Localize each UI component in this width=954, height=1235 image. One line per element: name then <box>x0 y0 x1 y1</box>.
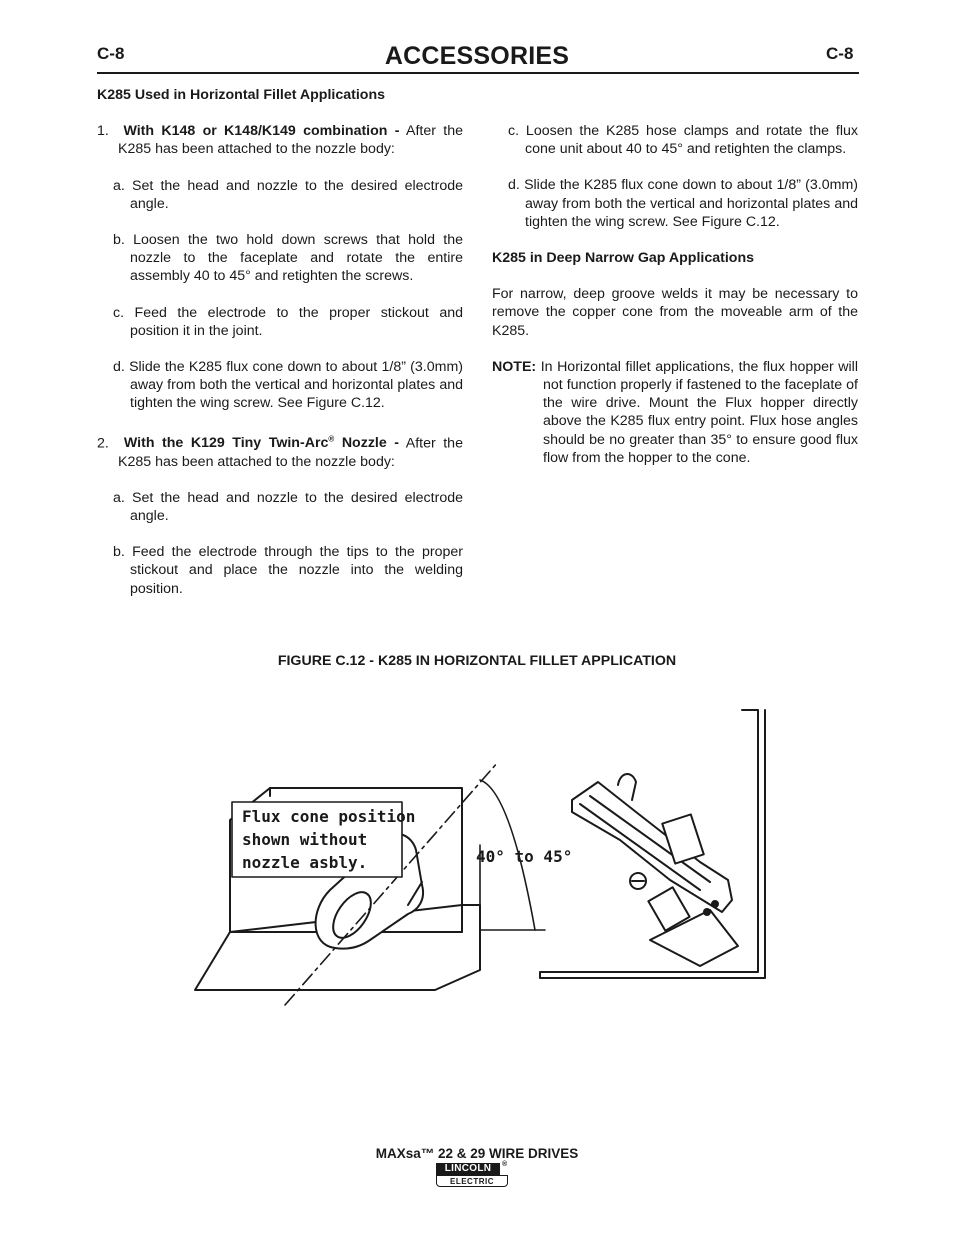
list-item-1c: c. Feed the electrode to the proper stickout and position it in the joint. <box>113 304 463 339</box>
item-1-bold-label: With K148 or K148/K149 combination - <box>123 123 400 140</box>
list-item-1b: b. Loosen the two hold down screws that hold the nozzle to the faceplate and rotate the entire assembly 40 to 45° and retighten the screws. <box>113 232 463 285</box>
section-heading-deep-gap: K285 in Deep Narrow Gap Applications <box>492 250 755 267</box>
deep-gap-paragraph: For narrow, deep groove welds it may be necessary to remove the copper cone from the moveable arm of the K285. <box>492 286 858 339</box>
figure-label-line-3: nozzle asbly. <box>242 853 368 872</box>
angle-label: 40° to 45° <box>476 847 573 866</box>
note-paragraph <box>492 358 858 467</box>
list-item-2b: b. Feed the electrode through the tips to the proper stickout and place the nozzle into the welding position. <box>113 544 463 597</box>
item-1-text: After the K285 has been attached to the nozzle body: <box>118 123 463 158</box>
page-number-right: C-8 <box>826 44 854 63</box>
list-item-2 <box>97 431 463 471</box>
item-2-text: After the K285 has been attached to the nozzle body: <box>118 435 463 470</box>
list-item-1a: a. Set the head and nozzle to the desired electrode angle. <box>113 177 463 212</box>
figure-c12-illustration <box>180 700 780 1010</box>
figure-label-line-1: Flux cone position <box>242 807 416 826</box>
logo-top-text: LINCOLN <box>436 1163 500 1175</box>
figure-label-line-2: shown without <box>242 830 368 849</box>
footer-product-name: MAXsa™ 22 & 29 WIRE DRIVES <box>375 1146 579 1161</box>
section-heading-horizontal-fillet: K285 Used in Horizontal Fillet Applications <box>97 87 385 103</box>
figure-caption: FIGURE C.12 - K285 IN HORIZONTAL FILLET APPLICATION <box>277 653 677 669</box>
right-column <box>492 122 858 485</box>
logo-bottom-text: ELECTRIC <box>436 1175 508 1187</box>
fastener-1 <box>712 901 718 907</box>
list-item-d-right: d. Slide the K285 flux cone down to about 1/8” (3.0mm) away from both the vertical and horizontal plates and tighten the wing screw. See Figure C.12. <box>508 177 858 230</box>
page-title: ACCESSORIES <box>384 42 570 70</box>
item-2-bold-label <box>124 435 399 451</box>
list-item-1 <box>97 122 463 158</box>
list-item-2a: a. Set the head and nozzle to the desired electrode angle. <box>113 489 463 524</box>
note-text: In Horizontal fillet applications, the flux hopper will not function properly if fastened to the faceplate of the wire drive. Mount the Flux hopper directly above the K285 flux entry point. Flux hose angles should be no greater than 35° to ensure good flux flow from the hopper to the cone. <box>540 358 858 466</box>
item-1-number: 1. <box>97 123 109 140</box>
item-2-number: 2. <box>97 435 109 452</box>
lincoln-electric-logo <box>436 1163 510 1189</box>
list-item-c-right: c. Loosen the K285 hose clamps and rotate the flux cone unit about 40 to 45° and retighten the clamps. <box>508 123 858 158</box>
registered-mark: ® <box>328 434 335 444</box>
header-rule <box>97 72 859 74</box>
logo-registered: ® <box>502 1161 508 1168</box>
page-number-left: C-8 <box>97 44 125 63</box>
item-2-bold-text: With the K129 Tiny Twin-Arc <box>123 435 329 452</box>
item-2-bold-text-2: Nozzle - <box>341 435 399 452</box>
note-label: NOTE: <box>492 358 537 375</box>
list-item-1d: d. Slide the K285 flux cone down to about 1/8” (3.0mm) away from both the vertical and horizontal plates and tighten the wing screw. See Figure C.12. <box>113 359 463 412</box>
fastener-2 <box>704 909 710 915</box>
hopper-tab <box>618 774 636 800</box>
left-column <box>97 86 463 616</box>
